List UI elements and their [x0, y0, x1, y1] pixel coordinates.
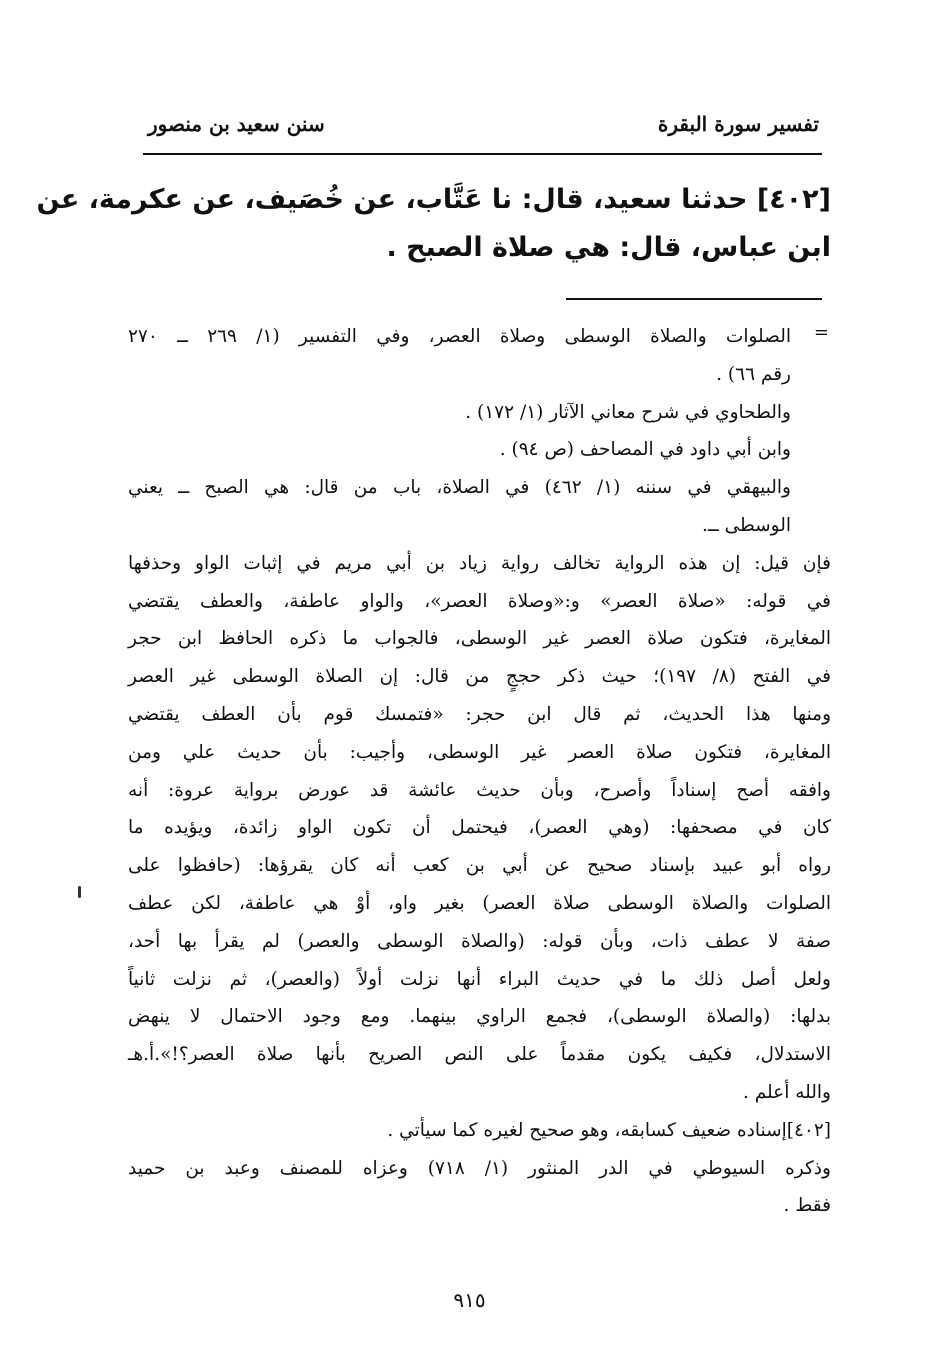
footnote-line: والطحاوي في شرح معاني الآثار (١/ ١٧٢) . — [465, 401, 791, 423]
footnotes — [128, 318, 831, 1225]
footnote-reference-line: [٤٠٢]إسناده ضعيف كسابقه، وهو صحيح لغيره كما سيأتي . — [387, 1119, 831, 1141]
footnote-line: والله أعلم . — [742, 1081, 831, 1103]
footnote-line: فإن قيل: إن هذه الرواية تخالف رواية زياد بن أبي مريم في إثبات الواو وحذفها — [128, 552, 831, 574]
footnote-line: الصلوات والصلاة الوسطى وصلاة العصر، وفي التفسير (١/ ٢٦٩ ــ ٢٧٠ — [128, 326, 791, 347]
footnote-line: وذكره السيوطي في الدر المنثور (١/ ٧١٨) وعزاه للمصنف وعبد بن حميد — [128, 1157, 831, 1179]
footnote-line: صفة لا عطف ذات، وبأن قوله: (والصلاة الوسطى والعصر) لم يقرأ بها أحد، — [128, 930, 831, 952]
footnote-separator — [566, 298, 822, 300]
footnote-line: الوسطى ــ. — [701, 514, 791, 536]
hadith-line: ابن عباس، قال: هي صلاة الصبح . — [386, 232, 831, 263]
hadith-line: [٤٠٢] حدثنا سعيد، قال: نا عَتَّاب، عن خُصَيف، عن عكرمة، عن — [36, 184, 831, 215]
footnote-line: فقط . — [783, 1195, 831, 1217]
header-rule — [143, 153, 822, 155]
margin-mark — [78, 886, 81, 898]
footnote-line: كان في مصحفها: (وهي العصر)، فيحتمل أن تكون الواو زائدة، ويؤيده ما — [128, 817, 831, 839]
footnote-line: رقم ٦٦) . — [716, 363, 791, 385]
footnote-line: المغايرة، فتكون صلاة العصر غير الوسطى، فالجواب ما ذكره الحافظ ابن حجر — [128, 628, 831, 650]
footnote-line: الاستدلال، فكيف يكون مقدماً على النص الصريح بأنها صلاة العصر؟!».أ.هـ — [128, 1044, 831, 1066]
footnote-line: في الفتح (٨/ ١٩٧)؛ حيث ذكر حججٍ من قال: إن الصلاة الوسطى غير العصر — [128, 666, 832, 688]
footnote-line: رواه أبو عبيد بإسناد صحيح عن أبي بن كعب أنه كان يقرؤها: (حافظوا على — [128, 855, 831, 877]
footnote-line: المغايرة، فتكون صلاة العصر غير الوسطى، وأجيب: بأن حديث علي ومن — [128, 741, 831, 763]
footnote-line: وافقه أصح إسناداً وأصرح، وبأن حديث عائشة قد عورض برواية عروة: أنه — [128, 779, 831, 801]
running-header-surah: تفسير سورة البقرة — [657, 112, 819, 136]
continuation-mark: = — [813, 322, 829, 343]
footnote-line: ولعل أصل ذلك ما في حديث البراء أنها نزلت أولاً (والعصر)، ثم نزلت ثانياً — [128, 968, 831, 990]
page-number: ٩١٥ — [453, 1288, 486, 1312]
footnote-line: وابن أبي داود في المصاحف (ص ٩٤) . — [499, 439, 791, 461]
footnote-line: الصلوات والصلاة الوسطى صلاة العصر) بغير واو، أوْ هي عاطفة، لكن عطف — [128, 892, 831, 914]
hadith-text — [36, 176, 831, 272]
footnote-line: في قوله: «صلاة العصر» و:«وصلاة العصر»، والواو عاطفة، والعطف يقتضي — [128, 590, 831, 612]
footnote-line: بدلها: (والصلاة الوسطى)، فجمع الراوي بينهما. ومع وجود الاحتمال لا ينهض — [128, 1006, 831, 1028]
footnote-line: ومنها هذا الحديث، ثم قال ابن حجر: «فتمسك قوم بأن العطف يقتضي — [128, 703, 831, 725]
footnote-line: والبيهقي في سننه (١/ ٤٦٢) في الصلاة، باب من قال: هي الصبح ــ يعني — [128, 477, 791, 499]
running-header-book: سنن سعيد بن منصور — [148, 112, 325, 136]
